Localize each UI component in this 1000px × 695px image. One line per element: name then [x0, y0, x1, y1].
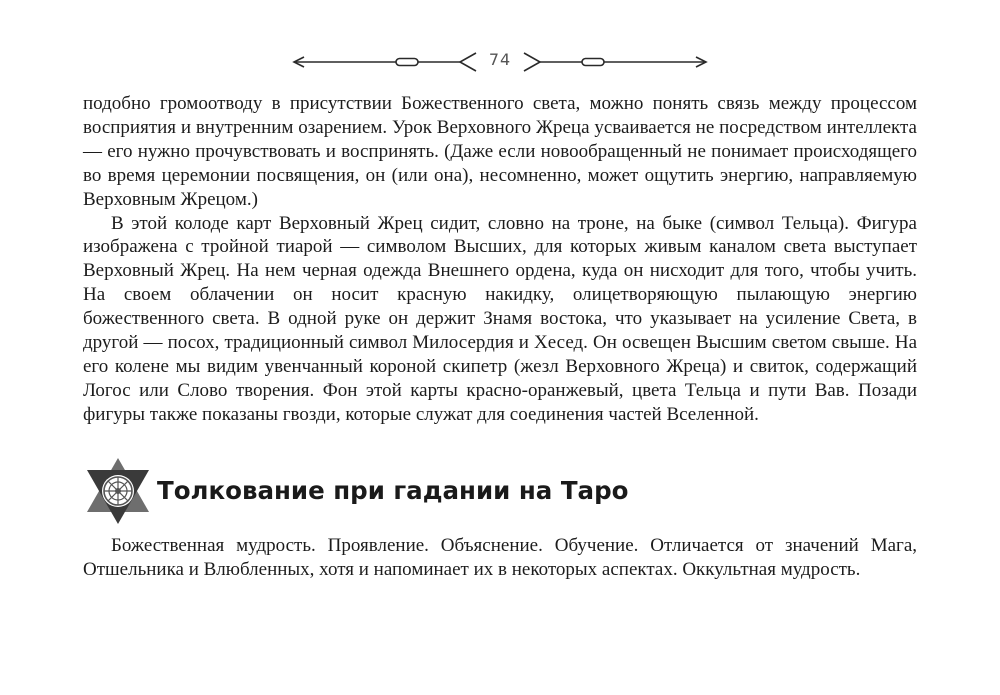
section-heading	[83, 456, 917, 536]
page-header	[290, 44, 710, 80]
hexagram-seal-icon	[83, 456, 153, 526]
page-number: 74	[488, 50, 512, 69]
paragraph: подобно громоотводу в присутствии Божественного света, можно понять связь между процессом восприятия и внутренним озарением. Урок Верховного Жреца усваивается не посредством интеллекта — его нужно прочувствовать и воспринять. (Даже если новообращенный не понимает происходящего во время церемонии посвящения, он (или она), несомненно, может ощутить энергию, направляемую Верховным Жрецом.)	[83, 93, 917, 210]
paragraph: Божественная мудрость. Проявление. Объяснение. Обучение. Отличается от значений Мага, Отшельника и Влюбленных, хотя и напоминает их в некоторых аспектах. Оккультная мудрость.	[83, 535, 917, 580]
reading-text	[83, 534, 917, 582]
main-text	[83, 92, 917, 427]
section-title: Толкование при гадании на Таро	[157, 476, 629, 505]
paragraph: В этой колоде карт Верховный Жрец сидит, словно на троне, на быке (символ Тельца). Фигура изображена с тройной тиарой — символом Высших, для которых живым каналом света выступает Верховный Жрец. На нем черная одежда Внешнего ордена, куда он нисходит для того, чтобы учить. На своем облачении он носит красную накидку, олицетворяющую пылающую энергию божественного света. В одной руке он держит Знамя востока, что указывает на усиление Света, в другой — посох, традиционный символ Милосердия и Хесед. Он освещен Высшим светом свыше. На его колене мы видим увенчанный короной скипетр (жезл Верховного Жреца) и свиток, содержащий Логос или Слово творения. Фон этой карты красно-оранжевый, цвета Тельца и пути Вав. Позади фигуры также показаны гвозди, которые служат для соединения частей Вселенной.	[83, 212, 917, 425]
